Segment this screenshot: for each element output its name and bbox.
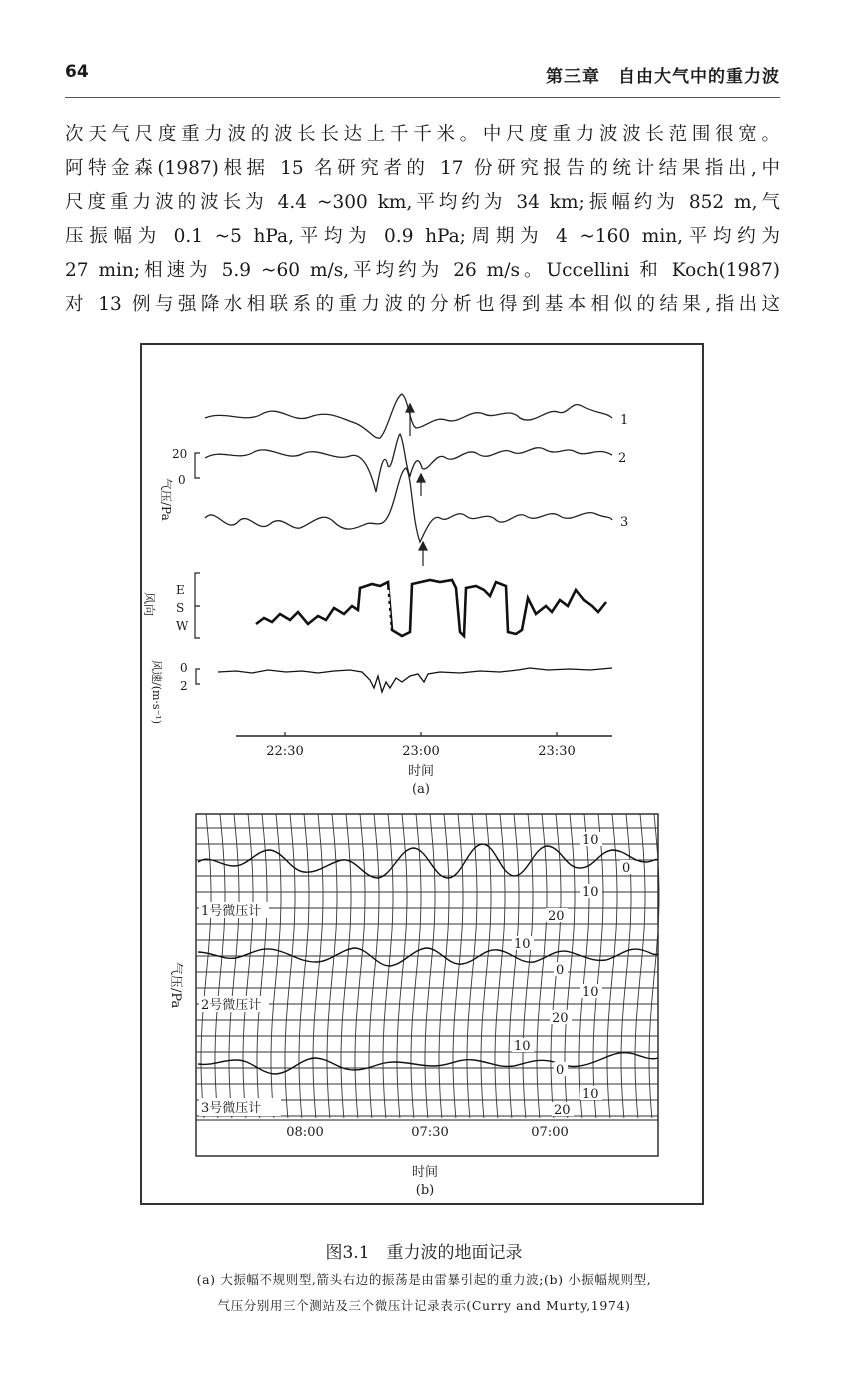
- panel-b: [168, 814, 659, 1198]
- page-number: 64: [65, 62, 89, 82]
- pressure-trace-1: [205, 394, 612, 438]
- panel-tag: (b): [415, 1183, 435, 1198]
- wind-speed-tick: 2: [180, 679, 188, 693]
- pressure-scale-tick: 0: [178, 473, 186, 487]
- scale-value: 10: [582, 885, 599, 900]
- pressure-trace-3: [205, 468, 612, 542]
- microbarograph-trace-2: [198, 948, 658, 966]
- scale-value: 10: [514, 937, 531, 952]
- gauge-label: 2号微压计: [201, 998, 262, 1013]
- wind-dir-tick: S: [176, 601, 185, 615]
- figure-caption-title: 图3.1 重力波的地面记录: [325, 1243, 523, 1263]
- x-axis-label: 时间: [411, 1165, 439, 1180]
- wind-dir-bracket: [195, 573, 200, 638]
- time-tick-label: 23:00: [402, 744, 440, 759]
- panel-a: [142, 394, 628, 797]
- wind-direction-trace: [256, 580, 606, 636]
- scale-value: 20: [552, 1011, 569, 1026]
- pressure-axis-label: 气压/Pa: [159, 478, 173, 521]
- wind-direction-label: 风向: [142, 592, 156, 617]
- pressure-axis-label: 气压/Pa: [168, 962, 183, 1009]
- scale-values: [512, 832, 634, 1118]
- x-axis-label: 时间: [407, 764, 435, 779]
- gauge-label: 3号微压计: [201, 1101, 262, 1116]
- scale-value: 10: [514, 1039, 531, 1054]
- wind-speed-bracket: [196, 669, 200, 684]
- scale-value: 20: [548, 909, 565, 924]
- scale-value: 0: [622, 861, 631, 876]
- trace-label: 1: [620, 413, 629, 428]
- scale-value: 10: [582, 833, 599, 848]
- wind-dir-tick: W: [176, 619, 189, 633]
- body-text-line: 次天气尺度重力波的波长长达上千千米。中尺度重力波波长范围很宽。: [65, 124, 780, 145]
- pressure-scale-tick: 20: [172, 447, 188, 461]
- scale-value: 20: [554, 1103, 571, 1118]
- body-text-line: 尺度重力波的波长为 4.4 ~300 km,平均约为 34 km;振幅约为 852 m,气: [65, 192, 780, 213]
- body-text-line: 对 13 例与强降水相联系的重力波的分析也得到基本相似的结果,指出这: [65, 294, 780, 315]
- trace-label: 2: [618, 451, 627, 466]
- scale-value: 0: [556, 1063, 565, 1078]
- trace-label: 3: [620, 515, 629, 530]
- time-tick-label: 08:00: [286, 1125, 324, 1140]
- scale-value: 10: [582, 985, 599, 1000]
- time-tick-label: 07:00: [531, 1125, 569, 1140]
- running-head: 第三章 自由大气中的重力波: [546, 67, 780, 87]
- wind-speed-label: 风速/(m·s⁻¹): [150, 660, 163, 725]
- gauge-label: 1号微压计: [201, 904, 262, 919]
- figure-caption-line: 气压分别用三个测站及三个微压计记录表示(Curry and Murty,1974): [217, 1298, 631, 1313]
- pressure-scale-bracket: [195, 453, 200, 478]
- scale-value: 10: [582, 1087, 599, 1102]
- microbarograph-trace-3: [198, 1053, 658, 1074]
- time-tick-label: 22:30: [266, 744, 304, 759]
- scale-value: 0: [556, 963, 565, 978]
- time-tick-label: 07:30: [411, 1125, 449, 1140]
- wind-speed-trace: [218, 668, 612, 692]
- figure-caption-line: (a) 大振幅不规则型,箭头右边的振荡是由雷暴引起的重力波;(b) 小振幅规则型,: [196, 1272, 652, 1287]
- body-text-line: 阿特金森(1987)根据 15 名研究者的 17 份研究报告的统计结果指出,中: [65, 158, 780, 179]
- pressure-trace-2: [205, 434, 612, 492]
- body-text-line: 27 min;相速为 5.9 ~60 m/s,平均约为 26 m/s。Uccellini 和 Koch(1987): [65, 260, 780, 281]
- body-text-line: 压振幅为 0.1 ~5 hPa,平均为 0.9 hPa;周期为 4 ~160 min,平均约为: [65, 226, 780, 247]
- panel-tag: (a): [412, 782, 430, 797]
- wind-dir-tick: E: [176, 583, 185, 597]
- wind-speed-tick: 0: [180, 661, 188, 675]
- time-tick-label: 23:30: [538, 744, 576, 759]
- microbarograph-trace-1: [198, 844, 658, 878]
